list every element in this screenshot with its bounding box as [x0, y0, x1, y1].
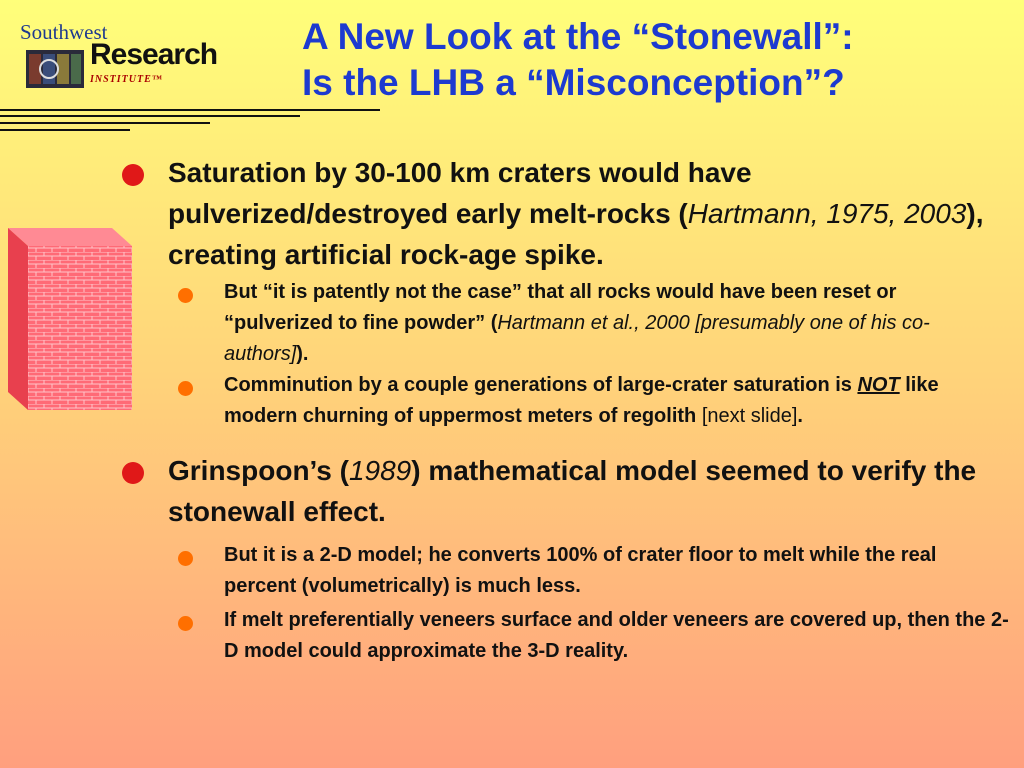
sub-bullet-text: .: [797, 405, 803, 427]
sub-bullet-text: But “it is patently not the case” that all rocks would have been reset or “pulverized to fine powder” (: [224, 281, 897, 334]
sub-bullet-dot-icon: [178, 616, 193, 631]
institute-logo: [20, 18, 230, 88]
sub-bullet-2d-model: [120, 540, 1010, 602]
bullet-grinspoon: [120, 450, 1010, 532]
sub-bullet-patently: [120, 277, 1010, 370]
logo-sub-text: INSTITUTE™: [90, 74, 163, 85]
sub-bullet-text: But it is a 2-D model; he converts 100% of crater floor to melt while the real percent (volumetrically) is much less.: [224, 544, 937, 597]
citation-text: 1989: [348, 455, 412, 486]
next-slide-note: [next slide]: [701, 405, 798, 427]
bullet-dot-icon: [122, 164, 144, 186]
brick-wall-icon: [8, 228, 136, 410]
sub-bullet-dot-icon: [178, 381, 193, 396]
sub-bullet-dot-icon: [178, 288, 193, 303]
sub-bullet-melt-veneers: [120, 605, 1010, 667]
bullet-text: Saturation by 30-100 km craters would have pulverized/destroyed early melt-rocks (: [168, 157, 752, 229]
bullet-text: Grinspoon’s (: [168, 455, 349, 486]
slide-title: [302, 14, 1012, 106]
sub-bullet-text: Comminution by a couple generations of large-crater saturation is: [224, 374, 858, 396]
logo-emblem-icon: [26, 46, 84, 92]
sub-bullet-text: If melt preferentially veneers surface and older veneers are covered up, then the 2-D model could approximate the 3-D reality.: [224, 609, 1009, 662]
sub-bullet-dot-icon: [178, 551, 193, 566]
bullet-text: ), creating artificial rock-age spike.: [168, 198, 984, 270]
citation-text: Hartmann, 1975, 2003: [687, 198, 967, 229]
slide-content: [120, 152, 1010, 667]
bullet-text: ) mathematical model seemed to verify the stonewall effect.: [168, 455, 977, 527]
title-underline-rules: [0, 104, 400, 134]
bullet-dot-icon: [122, 462, 144, 484]
sub-bullet-text: ).: [296, 343, 309, 365]
citation-text: Hartmann et al., 2000 [presumably one of his co-authors]: [224, 312, 930, 365]
slide-title-line-2: Is the LHB a “Misconception”?: [302, 62, 845, 103]
logo-main-text: Research: [90, 38, 218, 71]
sub-bullet-comminution: [120, 370, 1010, 432]
logo-top-text: Southwest: [20, 20, 108, 44]
sub-bullet-text: like modern churning of uppermost meters of regolith: [224, 374, 939, 427]
emphasis-not: NOT: [857, 374, 900, 396]
slide-title-line-1: A New Look at the “Stonewall”:: [302, 16, 854, 57]
bullet-saturation: [120, 152, 1010, 275]
